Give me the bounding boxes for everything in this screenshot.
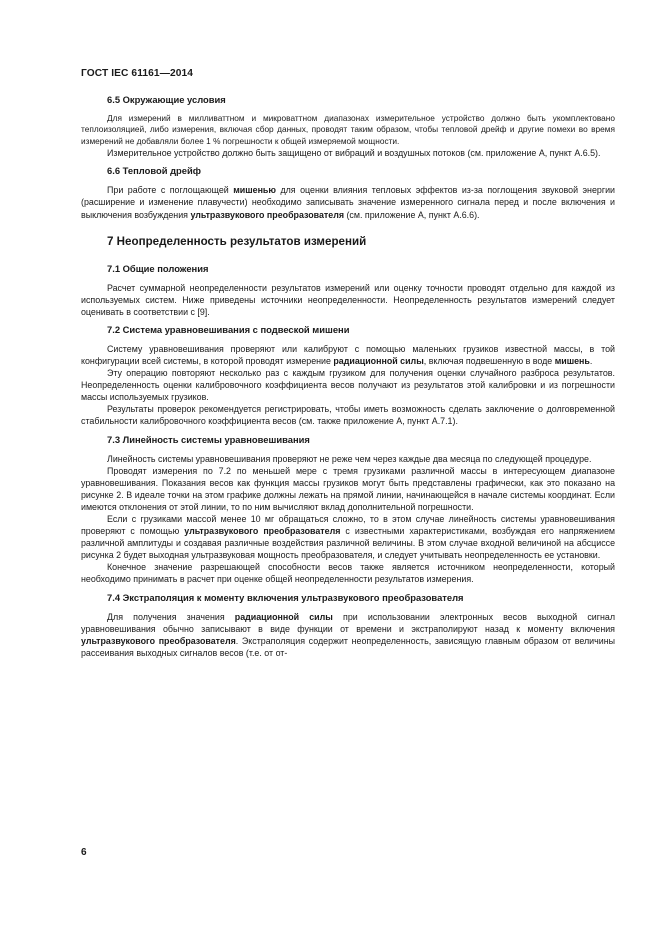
section-7-3-paragraph-4: Конечное значение разрешающей способности весов также является источником неопределенности, который необходимо принимать в расчет при оценке общей неопределенности результатов измерения.: [81, 562, 615, 585]
section-7-title: 7 Неопределенность результатов измерений: [107, 234, 367, 248]
section-6-5-title: 6.5 Окружающие условия: [107, 94, 226, 105]
section-7-2-paragraph-3: Результаты проверок рекомендуется регистрировать, чтобы иметь возможность сделать заключение о долговременной стабильности калибровочного коэффициента весов (см. также приложение А, пункт А.7.1).: [81, 404, 615, 427]
section-7-2-paragraph-1: Систему уравновешивания проверяют или калибруют с помощью маленьких грузиков известной массы, в той конфигурации всей системы, в которой проводят измерение радиационной силы, включая подвешенную в воде мишень.: [81, 343, 615, 366]
page-number: 6: [81, 847, 87, 858]
section-7-3-paragraph-2: Проводят измерения по 7.2 по меньшей мере с тремя грузиками различной массы в интересующем диапазоне уравновешивания. Показания весов как функция массы грузиков могут быть представлены графически, как это показано на рисунке 2. В идеале точки на этом графике должны лежать на прямой линии, начинающейся в начале системы координат. Если имеются отклонения от этой линии, то по ним вычисляют вклад дополнительной погрешности.: [81, 465, 615, 512]
section-6-5-paragraph-1: Для измерений в милливаттном и микроваттном диапазонах измерительное устройство должно быть укомплектовано теплоизоляцией, либо измерения, включая сбор данных, проводят таким образом, чтобы тепловой дрейф и другие помехи во время измерений не добавляли более 1 % погрешности к общей измеряемой мощности.: [81, 113, 615, 146]
section-7-4-paragraph-1: Для получения значения радиационной силы при использовании электронных весов выходной сигнал уравновешивания обычно записывают в виде функции от времени и экстраполируют назад к моменту включения ультразвукового преобразователя. Экстраполяция содержит неопределенность, зависящую главным образом от величины рассеивания выходных сигналов весов (т.е. от от-: [81, 611, 616, 658]
section-7-1-title: 7.1 Общие положения: [107, 262, 209, 274]
section-7-3-paragraph-1: Линейность системы уравновешивания проверяют не реже чем через каждые два месяца по следующей процедуре.: [107, 453, 592, 464]
section-7-1-paragraph-1: Расчет суммарной неопределенности результатов измерений или оценку точности проводят отдельно для каждой из используемых систем. Ниже приведены источники неопределенности. Неопределенность результатов измерений следует оценивать в соответствии с [9].: [81, 282, 615, 317]
section-7-3-title: 7.3 Линейность системы уравновешивания: [107, 433, 310, 445]
document-body: [81, 94, 615, 659]
section-7-3-paragraph-3: Если с грузиками массой менее 10 мг обращаться сложно, то в этом случае линейность системы уравновешивания проверяют с помощью ультразвукового преобразователя с известными характеристиками, возбуждая его напряжением различной амплитуды и создавая различные воздействия различной величины. В этом случае входной величиной на абсциссе рисунка 2 будет выходная ультразвуковая мощность преобразователя, и следует учитывать неопределенность ее установки.: [81, 514, 615, 561]
section-6-5-paragraph-2: Измерительное устройство должно быть защищено от вибраций и воздушных потоков (см. приложение А, пункт А.6.5).: [107, 148, 601, 159]
section-7-4-title: 7.4 Экстраполяция к моменту включения ультразвукового преобразователя: [107, 591, 464, 603]
section-6-6-paragraph-1: При работе с поглощающей мишенью для оценки влияния тепловых эффектов из-за поглощения звуковой энергии (расширение и изменение плавучести) необходимо записывать значение измеренного сигнала перед и после включения и выключения возбуждения ультразвукового преобразователя (см. приложение А, пункт А.6.6).: [81, 185, 615, 220]
section-7-2-title: 7.2 Система уравновешивания с подвеской мишени: [107, 323, 350, 335]
section-6-6-title: 6.6 Тепловой дрейф: [107, 165, 201, 177]
section-7-2-paragraph-2: Эту операцию повторяют несколько раз с каждым грузиком для получения оценки случайного разброса результатов. Неопределенность оценки калибровочного коэффициента весов получают из результатов этой калибровки и из погрешности массы используемых грузиков.: [81, 368, 615, 403]
document-header: ГОСТ IEC 61161—2014: [81, 68, 194, 79]
